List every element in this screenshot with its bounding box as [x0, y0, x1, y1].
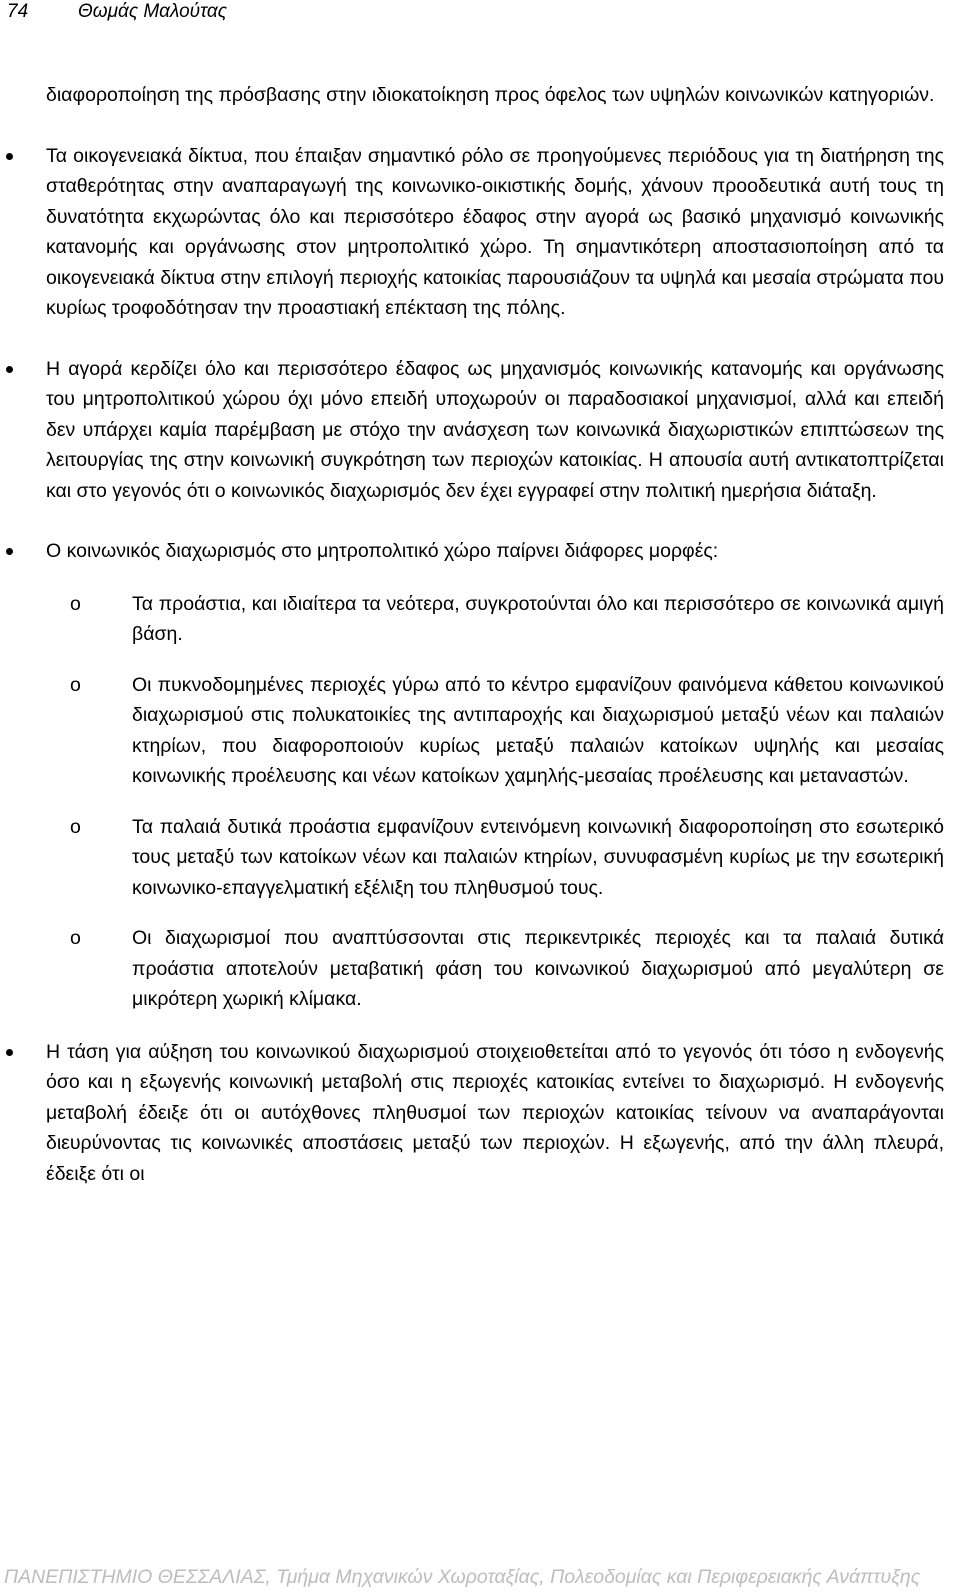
bullet-text-4: Η τάση για αύξηση του κοινωνικού διαχωρισμού στοιχειοθετείται από το γεγονός ότι τόσο η ενδογενής όσο και η εξωγενής κοινωνική μεταβολή στις περιοχές κατοικίας εντείνει το διαχωρισμό. Η ενδογενής μεταβολή έδειξε ότι οι αυτόχθονες πληθυσμοί των περιοχών κατοικίας τείνουν να αναπαράγονται διευρύνοντας τις κοινωνικές αποστάσεις μεταξύ των περιοχών. Η εξωγενής, από την άλλη πλευρά, έδειξε ότι οι [46, 1040, 944, 1185]
bullet-text-2: Η αγορά κερδίζει όλο και περισσότερο έδαφος ως μηχανισμός κοινωνικής κατανομής και οργάνωσης του μητροπολιτικού χώρου όχι μόνο επειδή υποχωρούν οι παραδοσιακοί μηχανισμοί, αλλά και επειδή δεν υπάρχει καμία παρέμβαση με στόχο την ανάσχεση των κοινωνικά διαχωριστικών επιπτώσεων της λειτουργίας της στην κοινωνική συγκρότηση των περιοχών κατοικίας. Η απουσία αυτή αντικατοπτρίζεται και στο γεγονός ότι ο κοινωνικός διαχωρισμός δεν έχει εγγραφεί στην πολιτική ημερήσια διάταξη. [46, 357, 944, 502]
document-body [46, 80, 944, 1189]
sub-item-2 [70, 670, 944, 792]
bullet-icon [6, 548, 13, 555]
sub-item-3 [70, 812, 944, 904]
page-footer: ΠΑΝΕΠΙΣΤΗΜΙΟ ΘΕΣΣΑΛΙΑΣ, Τμήμα Μηχανικών Χωροταξίας, Πολεοδομίας και Περιφερειακής Ανάπτυξης [4, 1566, 921, 1588]
bullet-icon [6, 153, 13, 160]
bullet-item-3 [46, 536, 944, 1015]
bullet-item-2 [46, 354, 944, 507]
bullet-text-1: Τα οικογενειακά δίκτυα, που έπαιξαν σημαντικό ρόλο σε προηγούμενες περιόδους για τη διατήρηση της σταθερότητας στην αναπαραγωγή της κοινωνικο-οικιστικής δομής, χάνουν προοδευτικά αυτή τους τη δυνατότητα εκχωρώντας όλο και περισσότερο έδαφος στην αγορά ως βασικό μηχανισμό κοινωνικής κατανομής και οργάνωσης στον μητροπολιτικό χώρο. Τη σημαντικότερη αποστασιοποίηση από τα οικογενειακά δίκτυα στην επιλογή περιοχής κατοικίας παρουσιάζουν τα υψηλά και μεσαία στρώματα που κυρίως τροφοδότησαν την προαστιακή επέκταση της πόλης. [46, 144, 944, 319]
sub-item-4 [70, 923, 944, 1015]
sub-bullet-icon: o [70, 815, 81, 838]
sub-bullet-icon: o [70, 592, 81, 615]
sub-list [46, 589, 944, 1015]
sub-item-1 [70, 589, 944, 650]
running-title: Θωμάς Μαλούτας [78, 1, 228, 22]
intro-paragraph: διαφοροποίηση της πρόσβασης στην ιδιοκατοίκηση προς όφελος των υψηλών κοινωνικών κατηγοριών. [46, 84, 935, 106]
bullet-icon [6, 1049, 13, 1056]
bullet-item-4 [46, 1037, 944, 1190]
page-header [0, 0, 960, 30]
sub-item-text-3: Τα παλαιά δυτικά προάστια εμφανίζουν εντεινόμενη κοινωνική διαφοροποίηση στο εσωτερικό τους μεταξύ των κατοίκων νέων και παλαιών κτηρίων, συνυφασμένη κυρίως με την εσωτερική κοινωνικο-επαγγελματική εξέλιξη του πληθυσμού τους. [132, 815, 944, 899]
sub-item-text-2: Οι πυκνοδομημένες περιοχές γύρω από το κέντρο εμφανίζουν φαινόμενα κάθετου κοινωνικού διαχωρισμού στις πολυκατοικίες της αντιπαροχής και διαχωρισμού μεταξύ νέων και παλαιών κτηρίων, που διαφοροποιούν κυρίως μεταξύ παλαιών κατοίκων υψηλής και μεσαίας κοινωνικής προέλευσης και νέων κατοίκων χαμηλής-μεσαίας προέλευσης και μεταναστών. [132, 673, 944, 787]
bullet-icon [6, 366, 13, 373]
sub-item-text-4: Οι διαχωρισμοί που αναπτύσσονται στις περικεντρικές περιοχές και τα παλαιά δυτικά προάστια αποτελούν μεταβατική φάση του κοινωνικού διαχωρισμού από μεγαλύτερη σε μικρότερη χωρική κλίμακα. [132, 927, 944, 1010]
sub-bullet-icon: o [70, 927, 81, 949]
sub-bullet-icon: o [70, 673, 81, 696]
sub-item-text-1: Τα προάστια, και ιδιαίτερα τα νεότερα, συγκροτούνται όλο και περισσότερο σε κοινωνικά αμιγή βάση. [132, 592, 944, 645]
page-number: 74 [7, 1, 29, 22]
bullet-item-1 [46, 141, 944, 324]
bullet-text-3: Ο κοινωνικός διαχωρισμός στο μητροπολιτικό χώρο παίρνει διάφορες μορφές: [46, 540, 719, 562]
